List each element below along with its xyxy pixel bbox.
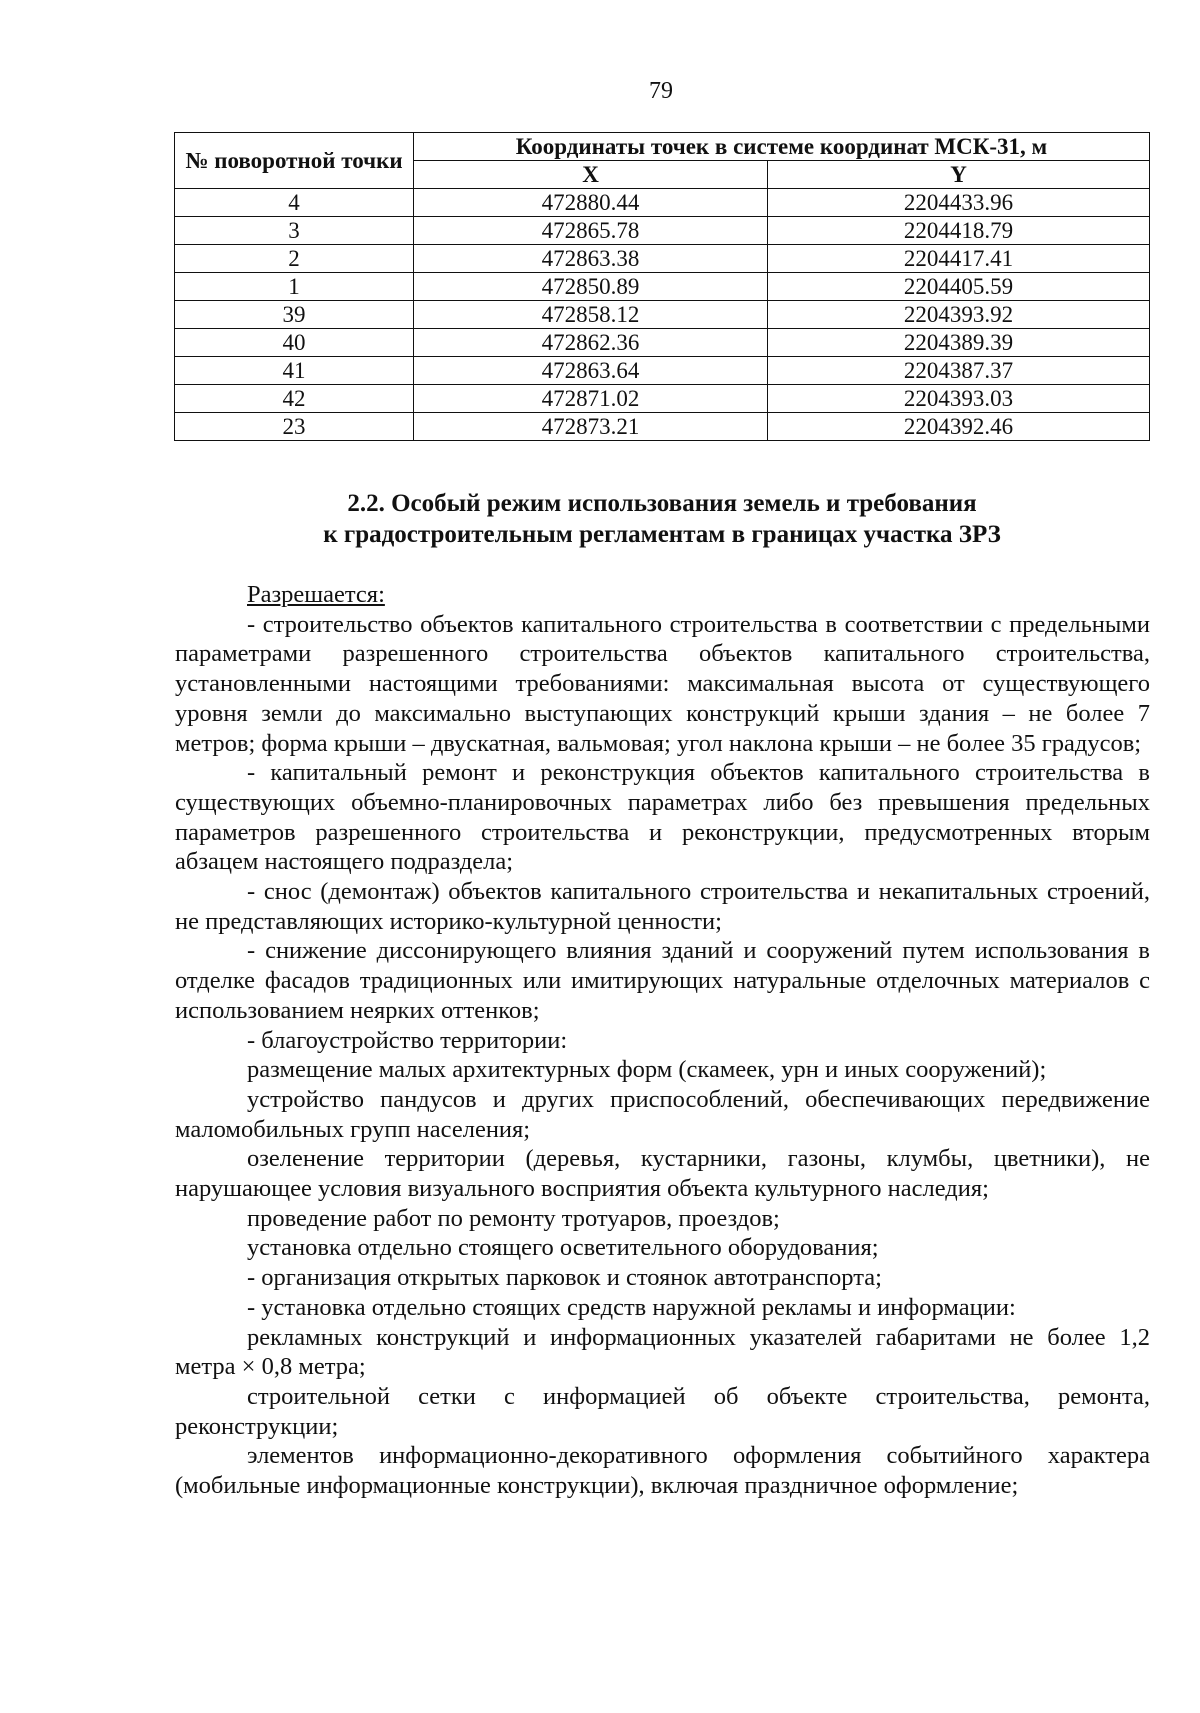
table-row (175, 385, 1150, 413)
cell-y: 2204418.79 (768, 217, 1150, 245)
section-title-line-2: к градостроительным регламентам в границах участка ЗРЗ (323, 521, 1001, 548)
cell-y: 2204393.92 (768, 301, 1150, 329)
cell-point: 1 (175, 273, 414, 301)
paragraph: - организация открытых парковок и стоянок автотранспорта; (247, 1264, 882, 1292)
header-y: Y (768, 161, 1150, 189)
table-row (175, 301, 1150, 329)
cell-point: 3 (175, 217, 414, 245)
body-text (175, 580, 1150, 1501)
cell-x: 472863.38 (414, 245, 768, 273)
cell-x: 472850.89 (414, 273, 768, 301)
cell-x: 472871.02 (414, 385, 768, 413)
cell-point: 39 (175, 301, 414, 329)
paragraph: размещение малых архитектурных форм (скамеек, урн и иных сооружений); (247, 1056, 1047, 1084)
paragraph: - снижение диссонирующего влияния зданий и сооружений путем использования в отделке фасадов традиционных или имитирующих натуральные отделочных материалов с использованием неярких оттенков; (175, 937, 1150, 1024)
section-title (174, 488, 1150, 550)
cell-y: 2204392.46 (768, 413, 1150, 441)
cell-y: 2204389.39 (768, 329, 1150, 357)
header-point-number: № поворотной точки (175, 133, 414, 189)
coordinates-table (174, 132, 1150, 441)
paragraph: - строительство объектов капитального строительства в соответствии с предельными параметрами разрешенного строительства объектов капитального строительства, установленными настоящими требованиями: максимальная высота от существующего уровня земли до максимально выступающих конструкций крыши здания – не более 7 метров; форма крыши – двускатная, вальмовая; угол наклона крыши – не более 35 градусов; (175, 610, 1150, 757)
header-x: X (414, 161, 768, 189)
paragraph: устройство пандусов и других приспособлений, обеспечивающих передвижение маломобильных групп населения; (175, 1085, 1150, 1143)
cell-point: 41 (175, 357, 414, 385)
cell-x: 472865.78 (414, 217, 768, 245)
table-body (175, 189, 1150, 441)
header-coordinates: Координаты точек в системе координат МСК-31, м (414, 133, 1150, 161)
paragraph: - снос (демонтаж) объектов капитального строительства и некапитальных строений, не представляющих историко-культурной ценности; (175, 878, 1150, 935)
cell-point: 23 (175, 413, 414, 441)
paragraph: - благоустройство территории: (247, 1026, 568, 1054)
cell-y: 2204393.03 (768, 385, 1150, 413)
paragraph: - капитальный ремонт и реконструкция объектов капитального строительства в существующих объемно-планировочных параметрах либо без превышения предельных параметров разрешенного строительства и реконструкции, предусмотренных вторым абзацем настоящего подраздела; (175, 759, 1150, 876)
paragraph: рекламных конструкций и информационных указателей габаритами не более 1,2 метра × 0,8 метра; (175, 1323, 1150, 1381)
paragraph: озеленение территории (деревья, кустарники, газоны, клумбы, цветники), не нарушающее условия визуального восприятия объекта культурного наследия; (175, 1145, 1150, 1203)
section-title-line-1: 2.2. Особый режим использования земель и требования (347, 490, 977, 517)
allowed-heading: Разрешается: (247, 581, 385, 608)
cell-y: 2204417.41 (768, 245, 1150, 273)
cell-x: 472880.44 (414, 189, 768, 217)
page-number: 79 (649, 78, 673, 104)
cell-y: 2204387.37 (768, 357, 1150, 385)
table-row (175, 357, 1150, 385)
table-row (175, 189, 1150, 217)
table-row (175, 413, 1150, 441)
cell-point: 40 (175, 329, 414, 357)
cell-x: 472863.64 (414, 357, 768, 385)
table-row (175, 329, 1150, 357)
cell-y: 2204433.96 (768, 189, 1150, 217)
paragraph: строительной сетки с информацией об объекте строительства, ремонта, реконструкции; (175, 1382, 1150, 1440)
cell-x: 472873.21 (414, 413, 768, 441)
table-header-row (175, 133, 1150, 161)
paragraph: установка отдельно стоящего осветительного оборудования; (247, 1234, 879, 1262)
paragraph: проведение работ по ремонту тротуаров, проездов; (247, 1204, 780, 1232)
cell-x: 472858.12 (414, 301, 768, 329)
cell-x: 472862.36 (414, 329, 768, 357)
cell-point: 2 (175, 245, 414, 273)
cell-point: 42 (175, 385, 414, 413)
paragraph: - установка отдельно стоящих средств наружной рекламы и информации: (247, 1293, 1016, 1321)
paragraph: элементов информационно-декоративного оформления событийного характера (мобильные информационные конструкции), включая праздничное оформление; (175, 1442, 1150, 1500)
table-row (175, 245, 1150, 273)
cell-y: 2204405.59 (768, 273, 1150, 301)
cell-point: 4 (175, 189, 414, 217)
table-row (175, 273, 1150, 301)
table-row (175, 217, 1150, 245)
